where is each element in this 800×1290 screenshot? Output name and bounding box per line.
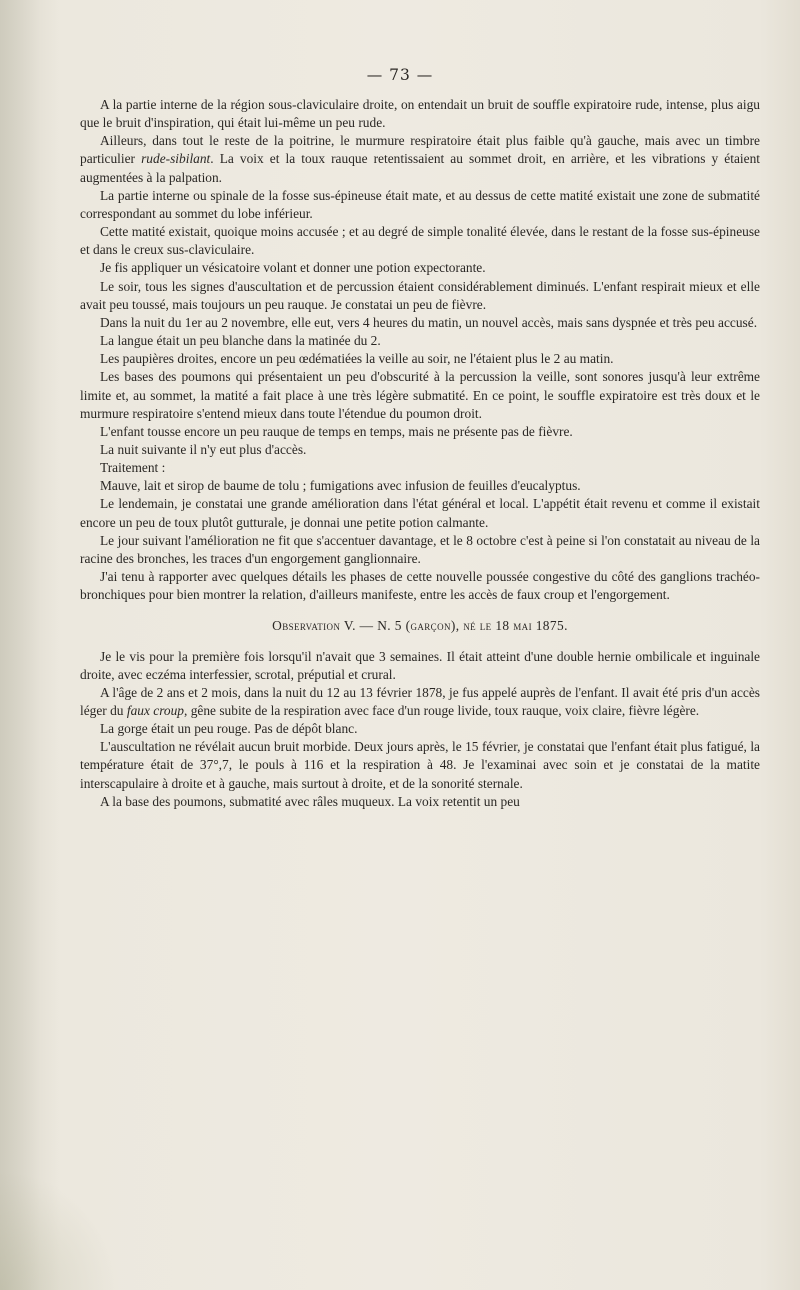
paragraph: Les bases des poumons qui présentaient un peu d'obscurité à la percussion la veille, sont sonores jusqu'à leur extrême limite et, au sommet, la matité a fait place à une très légère submatité. En ce point, le souffle expiratoire est très doux et le murmure respiratoire s'entend mieux dans toute l'étendue du poumon droit. bbox=[80, 369, 760, 421]
paragraph-text: , gêne subite de la respiration avec face d'un rouge livide, toux rauque, voix claire, fièvre légère. bbox=[184, 703, 700, 718]
paragraph: A la partie interne de la région sous-claviculaire droite, on entendait un bruit de souffle expiratoire rude, intense, plus aigu que le bruit d'inspiration, qui était lui-même un peu rude. bbox=[80, 97, 760, 131]
paragraph: Dans la nuit du 1er au 2 novembre, elle eut, vers 4 heures du matin, un nouvel accès, mais sans dyspnée et très peu accusé. bbox=[100, 314, 758, 330]
paragraph-text: . La voix et la toux rauque retentissaient au sommet droit, en arrière, et les vibrations y étaient augmentées à la palpation. bbox=[80, 151, 760, 185]
paragraph: La langue était un peu blanche dans la matinée du 2. bbox=[100, 333, 381, 349]
paragraph bbox=[80, 132, 760, 186]
paragraph: J'ai tenu à rapporter avec quelques détails les phases de cette nouvelle poussée congestive du côté des ganglions trachéo-bronchiques pour bien montrer la relation, d'ailleurs manifeste, entre les accès de faux croup et l'engorgement. bbox=[80, 569, 760, 603]
italic-term: rude-sibilant bbox=[141, 151, 211, 167]
paragraph: A la base des poumons, submatité avec râles muqueux. La voix retentit un peu bbox=[100, 793, 520, 809]
paragraph bbox=[80, 684, 760, 720]
observation-heading: Observation V. — N. 5 (garçon), né le 18 mai 1875. bbox=[272, 618, 568, 634]
paragraph: Cette matité existait, quoique moins accusée ; et au degré de simple tonalité élevée, dans le restant de la fosse sus-épineuse et dans le creux sus-claviculaire. bbox=[80, 224, 760, 258]
paragraph: Le jour suivant l'amélioration ne fit que s'accentuer davantage, et le 8 octobre c'est à peine si l'on constatait au niveau de la racine des bronches, les traces d'un engorgement ganglionnaire. bbox=[80, 532, 760, 566]
paragraph-text: Ailleurs, dans tout le reste de la poitrine, le murmure respiratoire était plus faible qu'à gauche, mais avec un timbre particulier bbox=[80, 133, 760, 167]
paragraph: Les paupières droites, encore un peu œdématiées la veille au soir, ne l'étaient plus le 2 au matin. bbox=[100, 351, 614, 367]
paragraph: Mauve, lait et sirop de baume de tolu ; fumigations avec infusion de feuilles d'eucalyptus. bbox=[100, 478, 581, 494]
paragraph: Je fis appliquer un vésicatoire volant et donner une potion expectorante. bbox=[100, 260, 486, 276]
paragraph: L'enfant tousse encore un peu rauque de temps en temps, mais ne présente pas de fièvre. bbox=[100, 423, 573, 439]
page-number: — 73 — bbox=[366, 66, 434, 84]
paragraph: La partie interne ou spinale de la fosse sus-épineuse était mate, et au dessus de cette matité existait une zone de submatité correspondant au sommet du lobe inférieur. bbox=[80, 187, 760, 221]
paragraph: Le soir, tous les signes d'auscultation et de percussion étaient considérablement diminués. L'enfant respirait mieux et elle avait peu toussé, mais toujours un peu rauque. Je constatai un peu de fièvre. bbox=[80, 278, 760, 312]
paragraph: Je le vis pour la première fois lorsqu'il n'avait que 3 semaines. Il était atteint d'une double hernie ombilicale et inguinale droite, avec eczéma interfessier, scrotal, préputial et crural. bbox=[80, 648, 760, 682]
paper-stain-left bbox=[0, 0, 60, 1290]
italic-term: faux croup bbox=[126, 703, 185, 718]
paragraph: L'auscultation ne révélait aucun bruit morbide. Deux jours après, le 15 février, je constatai que l'enfant était plus fatigué, la température était de 37°,7, le pouls à 116 et la respiration à 48. Je l'examinai avec soin et je constatai de la matite interscapulaire à droite et à gauche, mais surtout à droite, et de la sonorité sternale. bbox=[80, 739, 760, 791]
paragraph: Le lendemain, je constatai une grande amélioration dans l'état général et local. L'appétit était revenu et comme il existait encore un peu de toux plutôt gutturale, je donnai une petite potion calmante. bbox=[80, 496, 760, 530]
paragraph: Traitement : bbox=[100, 460, 166, 476]
paragraph: La gorge était un peu rouge. Pas de dépôt blanc. bbox=[100, 721, 358, 737]
body-text bbox=[80, 96, 760, 811]
paper-stain-bottom bbox=[0, 1170, 120, 1290]
paragraph-text: A l'âge de 2 ans et 2 mois, dans la nuit du 12 au 13 février 1878, je fus appelé auprès de l'enfant. Il avait été pris d'un accès léger du bbox=[80, 684, 760, 718]
paragraph: La nuit suivante il n'y eut plus d'accès. bbox=[100, 441, 307, 457]
